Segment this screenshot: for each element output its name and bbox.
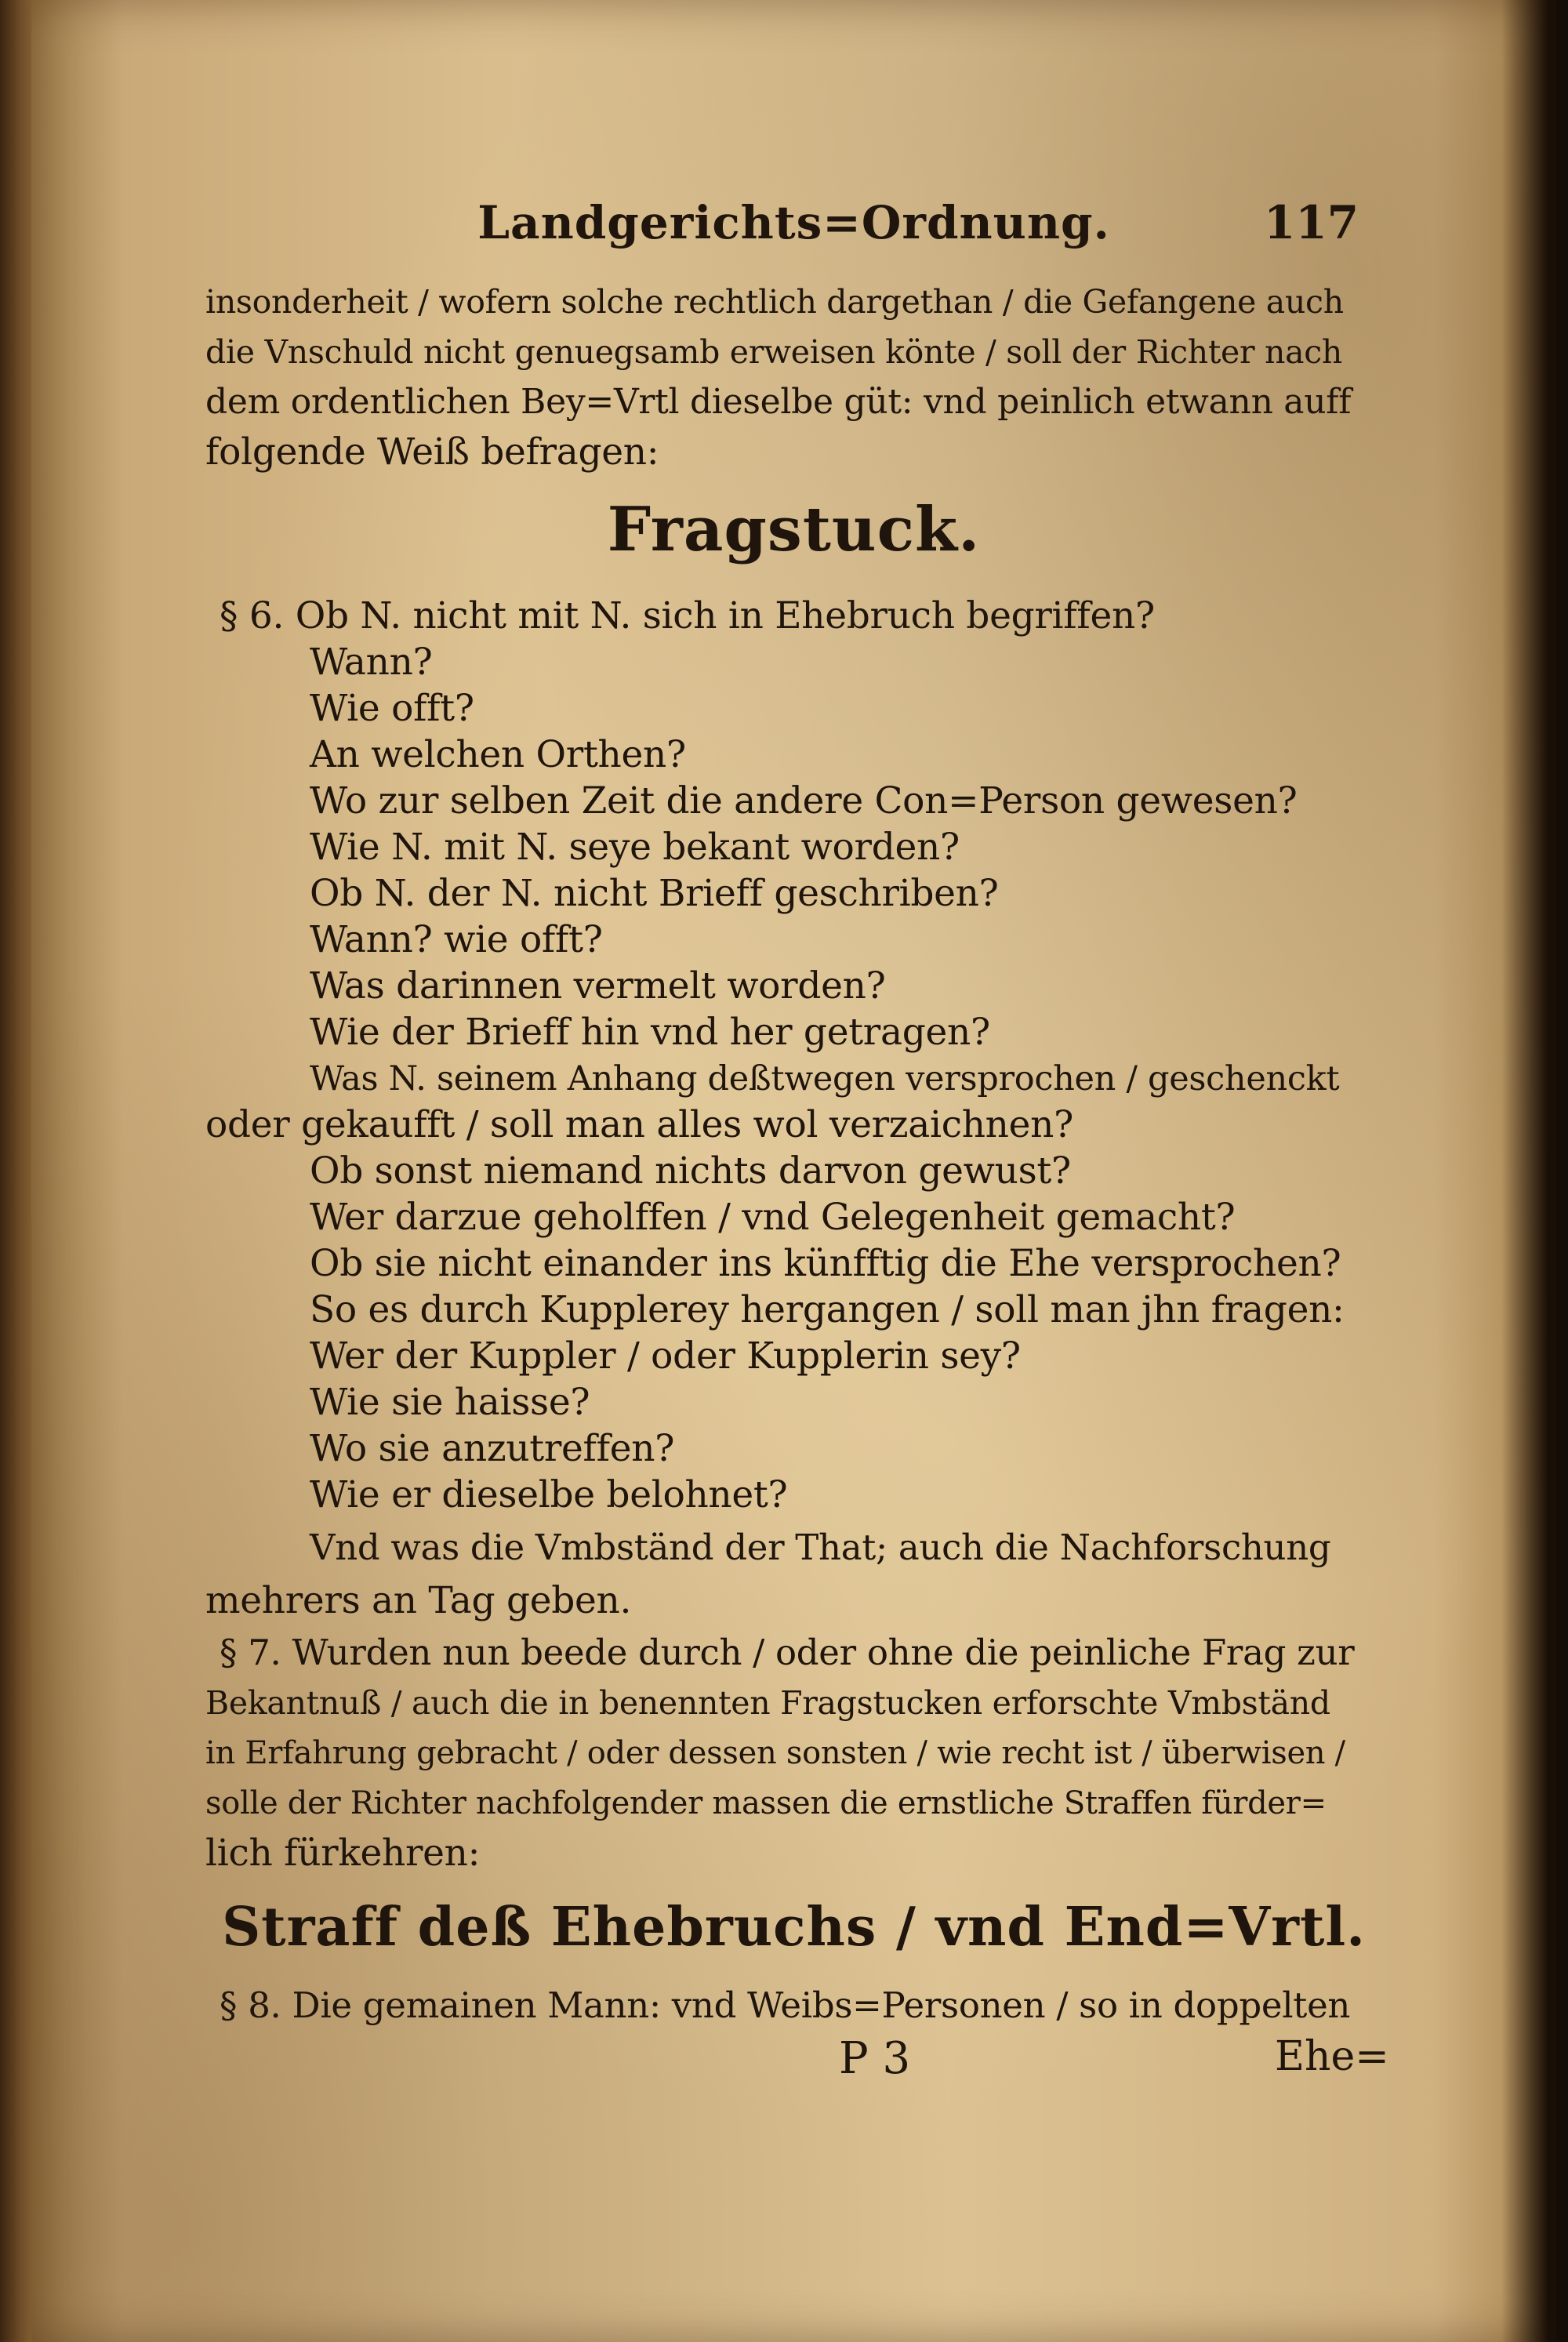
text-line: oder gekaufft / soll man alles wol verzaichnen? bbox=[205, 1103, 1074, 1146]
section-heading: Straff deß Ehebruchs / vnd End=Vrtl. bbox=[222, 1896, 1366, 1959]
question-line: Wo sie anzutreffen? bbox=[310, 1427, 675, 1470]
running-title: Landgerichts=Ordnung. bbox=[477, 196, 1110, 249]
text-line: dem ordentlichen Bey=Vrtl dieselbe güt: vnd peinlich etwann auff bbox=[205, 382, 1352, 422]
question-line: Wo zur selben Zeit die andere Con=Person gewesen? bbox=[310, 779, 1298, 822]
page-edge-shadow bbox=[1501, 0, 1556, 2342]
question-line: Wann? bbox=[310, 641, 433, 684]
book-page bbox=[31, 0, 1556, 2342]
question-line: Ob sonst niemand nichts darvon gewust? bbox=[310, 1149, 1071, 1193]
signature-mark: P 3 bbox=[839, 2033, 911, 2084]
question-line: Wann? wie offt? bbox=[310, 918, 603, 961]
question-line: Was N. seinem Anhang deßtwegen versprochen / geschenckt bbox=[310, 1059, 1340, 1098]
question-line: So es durch Kupplerey hergangen / soll man jhn fragen: bbox=[310, 1288, 1345, 1331]
question-line: Was darinnen vermelt worden? bbox=[310, 964, 886, 1008]
paragraph-8: § 8. Die gemainen Mann: vnd Weibs=Personen / so in doppelten bbox=[220, 1984, 1351, 2026]
question-line: Ob sie nicht einander ins künfftig die Ehe versprochen? bbox=[310, 1242, 1341, 1285]
text-line: solle der Richter nachfolgender massen die ernstliche Straffen fürder= bbox=[205, 1785, 1327, 1821]
text-line: insonderheit / wofern solche rechtlich dargethan / die Gefangene auch bbox=[205, 283, 1344, 321]
question-line: Wie sie haisse? bbox=[310, 1381, 590, 1424]
text-line: in Erfahrung gebracht / oder dessen sonsten / wie recht ist / überwisen / bbox=[205, 1735, 1345, 1771]
text-line: die Vnschuld nicht genuegsamb erweisen könte / soll der Richter nach bbox=[205, 333, 1343, 371]
question-line: Wie er dieselbe belohnet? bbox=[310, 1473, 788, 1516]
question-line: Wie der Brieff hin vnd her getragen? bbox=[310, 1011, 990, 1054]
question-line: Ob N. der N. nicht Brieff geschriben? bbox=[310, 872, 999, 915]
question-line: Wer darzue geholffen / vnd Gelegenheit gemacht? bbox=[310, 1196, 1236, 1239]
question-line: Wie offt? bbox=[310, 687, 474, 730]
page-number: 117 bbox=[1264, 196, 1359, 249]
paragraph-7: § 7. Wurden nun beede durch / oder ohne die peinliche Frag zur bbox=[220, 1632, 1355, 1673]
question-line: Wie N. mit N. seye bekant worden? bbox=[310, 826, 960, 869]
text-line: lich fürkehren: bbox=[205, 1832, 481, 1875]
text-line: Bekantnuß / auch die in benennten Fragstucken erforschte Vmbständ bbox=[205, 1684, 1330, 1722]
text-line: folgende Weiß befragen: bbox=[205, 430, 659, 474]
section-heading: Fragstuck. bbox=[607, 494, 981, 565]
question-line: Vnd was die Vmbständ der That; auch die Nachforschung bbox=[310, 1527, 1331, 1568]
paragraph-6: § 6. Ob N. nicht mit N. sich in Ehebruch begriffen? bbox=[220, 594, 1155, 637]
text-line: mehrers an Tag geben. bbox=[205, 1579, 632, 1622]
catchword: Ehe= bbox=[1275, 2033, 1389, 2080]
question-line: Wer der Kuppler / oder Kupplerin sey? bbox=[310, 1334, 1021, 1378]
question-line: An welchen Orthen? bbox=[310, 733, 686, 776]
